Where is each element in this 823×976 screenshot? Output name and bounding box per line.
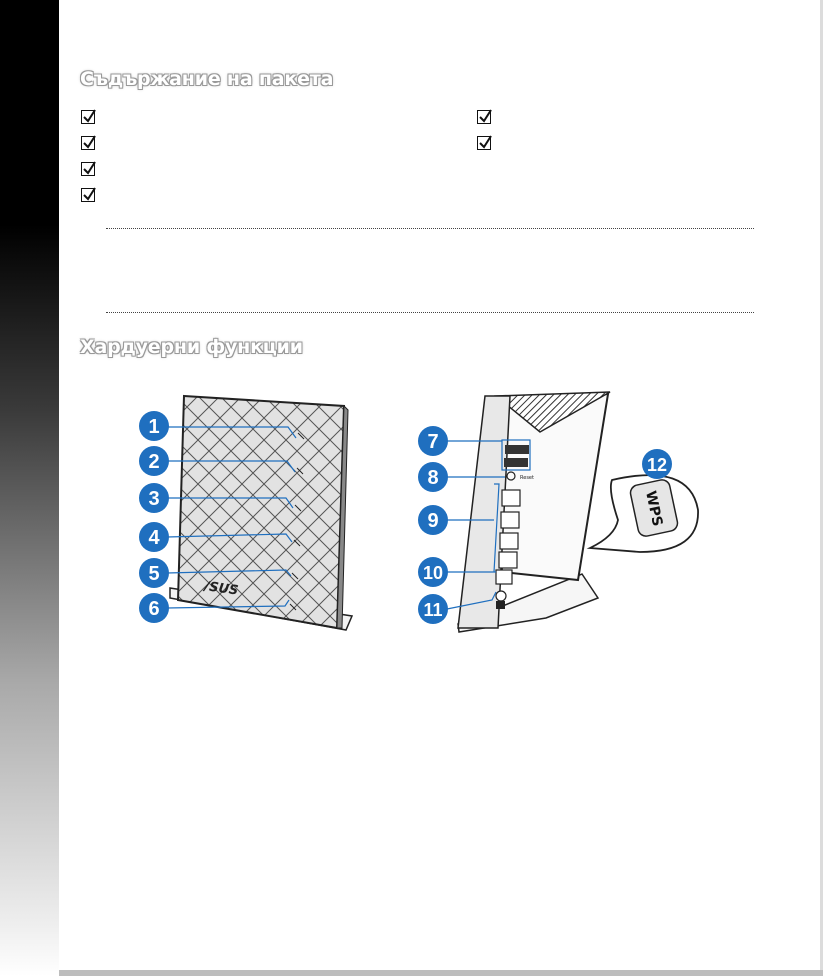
svg-text:1: 1: [148, 416, 160, 438]
svg-text:3: 3: [148, 488, 160, 510]
wan-port: [496, 570, 512, 584]
front-brand-logo: /SUS: [203, 579, 240, 599]
svg-text:9: 9: [427, 510, 439, 532]
callout-badge-4: [139, 522, 169, 552]
svg-text:8: 8: [427, 467, 439, 489]
usb-port-2: [504, 458, 528, 467]
svg-text:10: 10: [422, 563, 444, 583]
callout-badge-9: [418, 505, 448, 535]
svg-text:6: 6: [148, 598, 160, 620]
callout-badge-3: [139, 483, 169, 513]
power-port: [496, 591, 506, 601]
router-front-view: [167, 396, 352, 630]
callout-badge-12: [642, 449, 672, 479]
svg-text:4: 4: [148, 527, 160, 549]
callout-badge-6: [139, 593, 169, 623]
callout-badge-11: [418, 594, 448, 624]
usb-port-1: [505, 445, 529, 454]
svg-text:2: 2: [148, 451, 160, 473]
svg-text:11: 11: [423, 600, 443, 620]
power-switch: [496, 601, 505, 609]
wps-label: WPS: [642, 489, 666, 528]
hardware-features-heading: Хардуерни функции: [80, 336, 303, 358]
svg-text:5: 5: [148, 563, 160, 585]
router-back-view: [447, 392, 698, 632]
callout-badge-10: [418, 557, 448, 587]
svg-text:12: 12: [646, 455, 668, 475]
callout-badge-5: [139, 558, 169, 588]
callout-badge-1: [139, 411, 169, 441]
package-contents-heading: Съдържание на пакета: [80, 68, 334, 90]
svg-text:7: 7: [427, 431, 439, 453]
callout-badge-7: [418, 426, 448, 456]
callout-badge-8: [418, 462, 448, 492]
callout-badge-2: [139, 446, 169, 476]
reset-label: Reset: [520, 475, 534, 481]
